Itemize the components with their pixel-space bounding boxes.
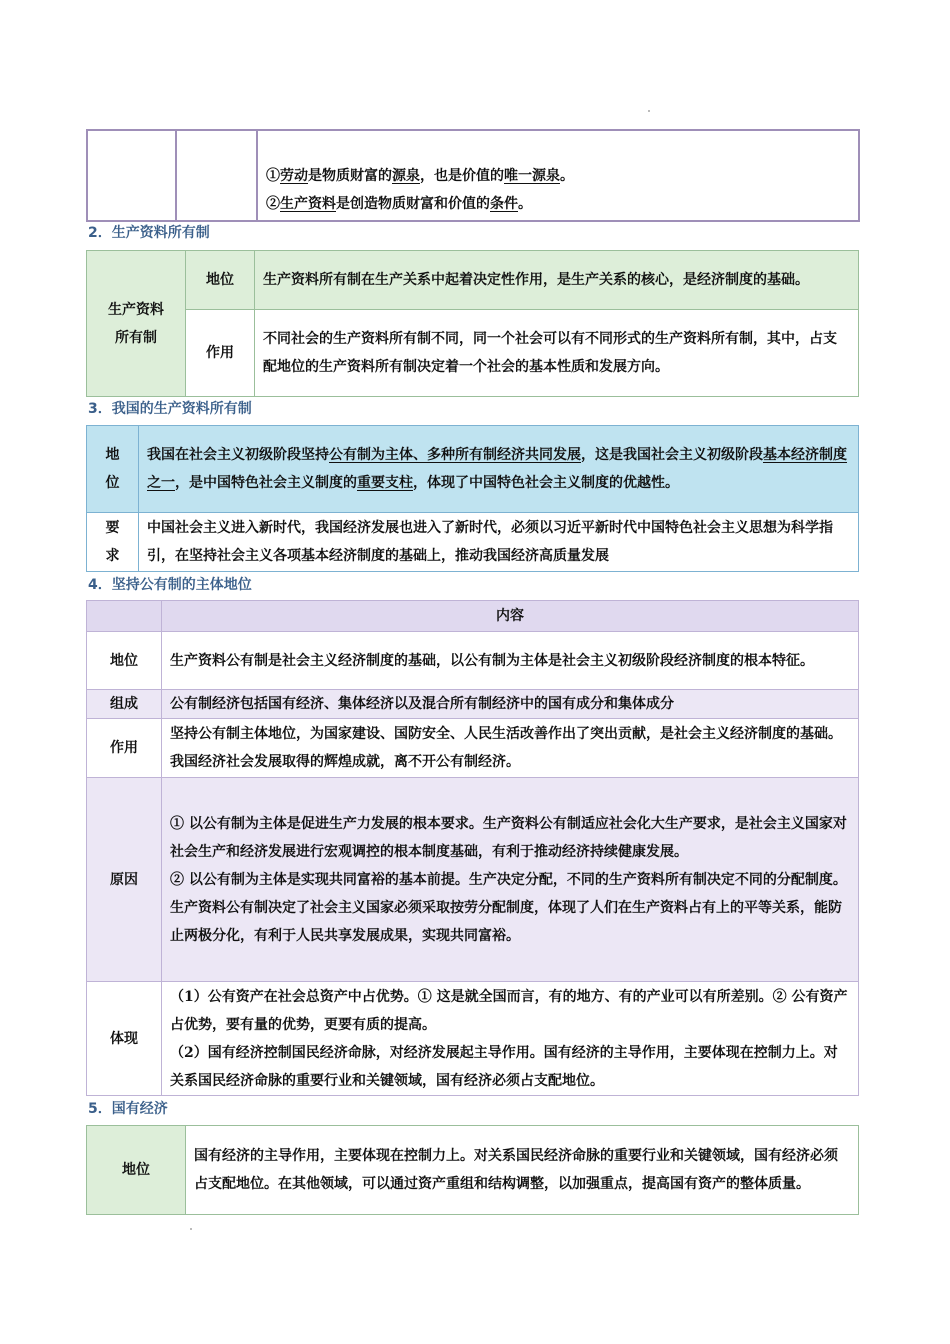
top-table bbox=[86, 129, 860, 222]
manifestation-paragraph-1: （1）公有资产在社会总资产中占优势。① 这是就全国而言，有的地方、有的产业可以有所差别。② 公有资产占优势，要有量的优势，更要有质的提高。 bbox=[170, 988, 848, 1033]
public-role-label: 作用 bbox=[87, 719, 162, 778]
section5-heading: 5．国有经济 bbox=[88, 1101, 168, 1117]
ownership-status-text: 生产资料所有制在生产关系中起着决定性作用，是生产关系的核心，是经济制度的基础。 bbox=[255, 251, 859, 310]
public-header-content: 内容 bbox=[162, 601, 859, 632]
public-role-text: 坚持公有制主体地位，为国家建设、国防安全、人民生活改善作出了突出贡献，是社会主义经济制度的基础。我国经济社会发展取得的辉煌成就，离不开公有制经济。 bbox=[162, 719, 859, 778]
manifestation-paragraph-2: （2）国有经济控制国民经济命脉，对经济发展起主导作用。国有经济的主导作用，主要体现在控制力上。对关系国民经济命脉的重要行业和关键领域，国有经济必须占支配地位。 bbox=[170, 1044, 838, 1089]
public-manifestation-text bbox=[162, 982, 859, 1096]
ownership-status-label: 地位 bbox=[186, 251, 255, 310]
public-manifestation-label: 体现 bbox=[87, 982, 162, 1096]
section4-table-wrapper bbox=[86, 600, 859, 1096]
public-ownership-table bbox=[86, 600, 859, 1096]
public-status-text: 生产资料公有制是社会主义经济制度的基础，以公有制为主体是社会主义初级阶段经济制度的根本特征。 bbox=[162, 632, 859, 690]
section3-table-wrapper bbox=[86, 425, 859, 572]
ownership-role-text: 不同社会的生产资料所有制不同，同一个社会可以有不同形式的生产资料所有制，其中，占支配地位的生产资料所有制决定着一个社会的基本性质和发展方向。 bbox=[255, 310, 859, 397]
section2-heading: 2．生产资料所有制 bbox=[88, 225, 210, 241]
public-reason-text bbox=[162, 778, 859, 982]
public-composition-text: 公有制经济包括国有经济、集体经济以及混合所有制经济中的国有成分和集体成分 bbox=[162, 690, 859, 719]
means-line: ②生产资料是创造物质财富和价值的条件。 bbox=[266, 196, 532, 212]
page-speck-bottom bbox=[190, 1228, 192, 1230]
china-requirement-label: 要 求 bbox=[87, 513, 139, 572]
top-table-wrapper bbox=[86, 129, 860, 222]
china-requirement-text: 中国社会主义进入新时代，我国经济发展也进入了新时代，必须以习近平新时代中国特色社会主义思想为科学指引，在坚持社会主义各项基本经济制度的基础上，推动我国经济高质量发展 bbox=[139, 513, 859, 572]
reason-paragraph-2: ② 以公有制为主体是实现共同富裕的基本前提。生产决定分配，不同的生产资料所有制决定不同的分配制度。生产资料公有制决定了社会主义国家必须采取按劳分配制度，体现了人们在生产资料占有上的平等关系，能防止两极分化，有利于人民共享发展成果，实现共同富裕。 bbox=[170, 871, 847, 944]
labor-line: ①劳动是物质财富的源泉，也是价值的唯一源泉。 bbox=[266, 168, 574, 184]
section3-heading: 3．我国的生产资料所有制 bbox=[88, 401, 252, 417]
top-table-empty-cell-1 bbox=[87, 130, 176, 221]
top-table-empty-cell-2 bbox=[176, 130, 257, 221]
public-status-label: 地位 bbox=[87, 632, 162, 690]
state-economy-table bbox=[86, 1125, 859, 1215]
state-economy-status-text: 国有经济的主导作用，主要体现在控制力上。对关系国民经济命脉的重要行业和关键领域，国有经济必须占支配地位。在其他领域，可以通过资产重组和结构调整，以加强重点，提高国有资产的整体质量。 bbox=[186, 1126, 859, 1215]
ownership-table bbox=[86, 250, 859, 397]
reason-paragraph-1: ① 以公有制为主体是促进生产力发展的根本要求。生产资料公有制适应社会化大生产要求，是社会主义国家对社会生产和经济发展进行宏观调控的根本制度基础，有利于推动经济持续健康发展。 bbox=[170, 815, 847, 860]
ownership-role-label: 作用 bbox=[186, 310, 255, 397]
public-header-blank bbox=[87, 601, 162, 632]
page-speck-top bbox=[648, 110, 650, 112]
top-table-content-cell bbox=[257, 130, 859, 221]
state-economy-status-label: 地位 bbox=[87, 1126, 186, 1215]
china-status-label: 地 位 bbox=[87, 426, 139, 513]
public-reason-label: 原因 bbox=[87, 778, 162, 982]
ownership-main-label: 生产资料 所有制 bbox=[87, 251, 186, 397]
section4-heading: 4．坚持公有制的主体地位 bbox=[88, 577, 252, 593]
china-ownership-table bbox=[86, 425, 859, 572]
china-status-text: 我国在社会主义初级阶段坚持公有制为主体、多种所有制经济共同发展，这是我国社会主义初级阶段基本经济制度之一，是中国特色社会主义制度的重要支柱，体现了中国特色社会主义制度的优越性。 bbox=[139, 426, 859, 513]
section2-table-wrapper bbox=[86, 250, 859, 397]
section5-table-wrapper bbox=[86, 1125, 859, 1215]
public-composition-label: 组成 bbox=[87, 690, 162, 719]
